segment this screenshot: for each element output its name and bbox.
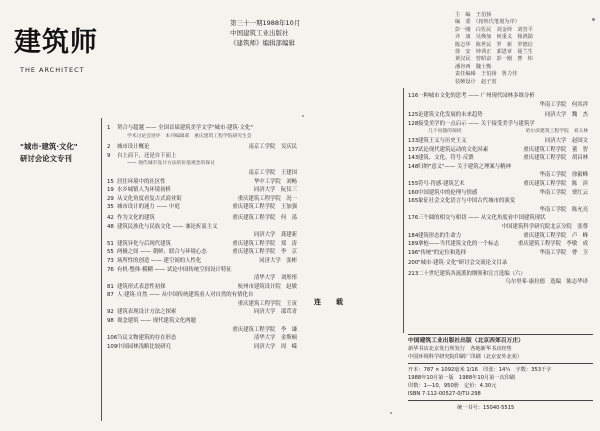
entry-page-number: 73 [107, 257, 114, 264]
contents-entry [107, 169, 297, 178]
contents-entry [107, 160, 297, 169]
entry-page-number: 176 [408, 215, 419, 222]
contents-entry [107, 195, 297, 204]
entry-title: 几个问题的探析 [428, 129, 462, 135]
special-issue-title [20, 141, 110, 165]
entry-page-number: 55 [107, 249, 114, 256]
journal-logo-english: THE ARCHITECT [20, 66, 85, 74]
entry-page-number: 51 [107, 240, 114, 247]
special-issue-line-2: 研讨会论文专刊 [20, 154, 72, 163]
contents-entry [408, 249, 588, 258]
staff-line: 彭一刚 白佐民 刘金铎 刘管平 [455, 26, 533, 33]
contents-entry [408, 92, 588, 101]
entry-page-number: 42 [107, 214, 114, 221]
contents-entry [107, 152, 297, 161]
entry-author: 南京工学院 王建国 [248, 169, 297, 176]
contents-entry [408, 223, 588, 232]
entry-title: 论建筑文化发展的未来趋势 [418, 112, 483, 119]
entry-page-number: 148 [408, 163, 419, 170]
entry-title: 符号·符感·建筑艺术 [418, 180, 465, 187]
staff-line: 编 委 （按姓氏笔划为序） [455, 19, 520, 26]
entry-author: 同济大学 周 嵘 [253, 343, 297, 350]
entry-page-number: 1 [107, 125, 111, 131]
scan-speck [302, 115, 304, 117]
entry-page-number: 2 [107, 144, 111, 151]
left-column-rule [101, 118, 102, 421]
colophon-bottom-rule [408, 400, 593, 401]
entry-author: 华南工学院 陈允亮 [539, 206, 588, 213]
entry-title: 中国园林浅略比较研究 [117, 343, 171, 350]
contents-entry [408, 154, 588, 163]
entry-page-number: 184 [408, 232, 419, 239]
entry-page-number: 165 [408, 198, 419, 205]
entry-author: 重庆建筑工程学院 郑 涛 [232, 240, 297, 247]
contents-entry [107, 214, 297, 223]
contents-entry [408, 111, 588, 120]
contents-entry [107, 283, 297, 292]
contents-entry [408, 270, 588, 279]
entry-title: 水乡城镇人为环境初析 [117, 187, 171, 194]
entry-title: 作为文化的建筑 [117, 214, 155, 221]
colophon-publisher: 中国建筑工业出版社出版（北京西郊百万庄） [408, 338, 524, 344]
entry-author: 同济大学 龚建新 [253, 232, 297, 239]
entry-title: 观念建筑 —— 现代建筑文化两题 [117, 318, 196, 325]
staff-line: 主 编 王伯扬 [455, 12, 492, 18]
colophon-specs-2: 1988年10月第一版 1988年10月第一次印刷 [408, 375, 516, 381]
entry-author: 重庆建筑工程学院 陈 滨 [523, 180, 588, 187]
contents-entry [408, 128, 588, 137]
entry-author: 清华大学 金斯顿 [253, 335, 297, 342]
serial-section-label: 连 载 [314, 298, 347, 306]
entry-title: 城市设计概论 [117, 144, 150, 151]
entry-title: 二十世纪建筑各流派的纲领和宣言选编（六） [418, 270, 526, 277]
entry-title: 象征社会文化语言与中国古代城市的演变 [418, 198, 516, 205]
entry-author: 同济大学 张彬 [259, 257, 297, 264]
entry-title: "城市·建筑·文化"研讨会交流论文目录 [418, 260, 508, 267]
contents-entry [408, 232, 588, 241]
contents-entry [107, 178, 297, 187]
entry-author: 重庆建筑工程学院 李 京 [232, 249, 297, 256]
entry-page-number: 109 [107, 343, 118, 350]
entry-title: 有机·整体·模糊 —— 试论中国传统空间设计特征 [117, 266, 232, 273]
entry-author: 同济大学 赵国文 [544, 137, 588, 144]
entry-page-number: 125 [408, 112, 419, 119]
entry-author: 重庆建筑工程学院 李 谦 [232, 326, 297, 333]
issue-number: 第三十一期1988年10月 [230, 19, 301, 27]
entry-page-number: 196 [408, 249, 419, 256]
entry-page-number: 213 [408, 270, 419, 277]
staff-line: 齐 康 吴焕加 何重义 杨鸿勋 [455, 34, 533, 41]
contents-entry [408, 171, 588, 180]
entry-page-number: 92 [107, 309, 114, 316]
entry-page-number: 76 [107, 266, 114, 273]
entry-page-number: 143 [408, 155, 419, 162]
entry-author: 重庆建筑工程学院 李敏 成 [517, 241, 588, 248]
entry-page-number: 155 [408, 180, 419, 187]
staff-line: 徐 安 钟训正 郭恩章 聂兰生 [455, 49, 533, 56]
entry-author: 中国建筑科学研究院北京分院 张尊 [501, 223, 588, 230]
colophon-top-rule [408, 334, 593, 335]
entry-author: 清华大学 刘彤彤 [253, 275, 297, 282]
contents-entry [408, 137, 588, 146]
colophon-specs-1: 开本：787 × 1092毫米 1/16 印张：14¼ 字数：353千字 [408, 367, 552, 373]
entry-title: 建筑形式表意性初探 [117, 283, 166, 290]
contents-entry [408, 259, 588, 268]
scan-speck [390, 412, 392, 414]
entry-title: 居住环境中的社区性 [117, 178, 166, 185]
contents-entry [408, 180, 588, 189]
entry-page-number: 81 [107, 283, 114, 290]
contents-entry [408, 197, 588, 206]
entry-page-number: 98 [107, 318, 114, 325]
entry-author: 华南工学院 何其祥 [539, 101, 588, 108]
entry-author: 重庆建筑工程学院 董 智 [523, 146, 588, 153]
colophon-distribution: 新华书店北京发行所发行 各地新华书店经售 [408, 346, 512, 352]
publisher-name: 中国建筑工业出版社 [230, 29, 289, 37]
entry-title: 人·建筑·自然 —— 从中国传统建筑看人对自然的有情化自 [117, 292, 254, 299]
staff-line: 陈志华 陈世民 罗 新 罗德启 [455, 41, 533, 48]
entry-title: 三个圆的相交与相切 —— 从文化角度看中国建筑现状 [418, 215, 546, 222]
entry-page-number: 19 [107, 187, 114, 194]
entry-author: 哈尔滨建筑工程学院 刘义林 [525, 129, 588, 135]
entry-title: 建筑王义与历史王义 [418, 137, 467, 144]
contents-entry [107, 343, 297, 352]
contents-entry [107, 143, 297, 152]
colophon-isbn: ISBN 7-112-00527-0/TU·298 [408, 391, 481, 397]
entry-title: 契合与超越 —— 全国首届建筑美学文学"城市·建筑·文化" [117, 125, 253, 131]
entry-title: 建筑异化与后现代建筑 [117, 240, 171, 247]
unified-book-number: 统一书号：15040·5515 [457, 405, 515, 411]
staff-line: 黄汉民 曾昭奋 彭一刚 曹 炜 [455, 56, 533, 63]
contents-entry [107, 300, 297, 309]
special-issue-line-1: "城市·建筑·文化" [20, 142, 78, 151]
entry-title: 接受美学的一点启示 —— 关于接受美学与建筑学 [418, 120, 535, 127]
staff-line: 装帧设计 赵子宽 [455, 78, 497, 85]
contents-entry [408, 189, 588, 198]
entry-author: 重庆建筑工程学院 王寅 [237, 300, 297, 307]
entry-author: 乌尔里希·康拉德 选编 陈志华译 [505, 279, 588, 286]
entry-author: 同济大学 阮仪三 [253, 187, 297, 194]
entry-title: 学术讨论会述评 本刊编辑部 重庆建筑工程学院研究生会 [127, 133, 252, 139]
contents-entry [107, 257, 297, 266]
entry-page-number: 29 [107, 195, 114, 202]
contents-entry [107, 240, 297, 249]
entry-page-number: 9 [107, 152, 111, 159]
entry-author: 重庆建筑工程学院 况一 [237, 195, 297, 202]
entry-author: 重庆建筑工程学院 何 荡 [232, 214, 297, 221]
contents-right-column [408, 92, 588, 287]
entry-title: 场所性的创造 —— 建空间的人性化 [117, 257, 202, 264]
contents-entry [107, 291, 297, 300]
entry-title: "传统"的定位和选择 [418, 249, 467, 256]
entry-author: 重庆建筑工程学院 卢 峰 [523, 232, 588, 239]
entry-title: 城市设计的迷力 —— 中庭 [117, 204, 180, 211]
entry-page-number: 106 [107, 335, 118, 342]
contents-entry [107, 274, 297, 283]
contents-left-column [107, 124, 297, 351]
entry-title: 拿枪——当代建筑文化的一个标志 [418, 241, 499, 248]
contents-entry [408, 163, 588, 172]
colophon-specs-3: 印数：1—10，950册 定价：4.30元 [408, 383, 497, 389]
entry-page-number: 128 [408, 120, 419, 127]
entry-title: 建筑民族化与民族文化 —— 兼论折衷主义 [117, 223, 218, 230]
contents-entry [107, 133, 297, 142]
contents-entry [107, 231, 297, 240]
entry-author: 同济大学 魏 杰 [544, 112, 588, 119]
editorial-staff [455, 12, 533, 86]
scan-speck [592, 18, 595, 21]
entry-author: 华中工学院 刘畅 [253, 178, 297, 185]
entry-page-number: 137 [408, 146, 419, 153]
contents-entry [107, 203, 297, 212]
entry-title: 中国建筑中的伦理与情感 [418, 189, 478, 196]
entry-author: 南京工学院 吴庆民 [248, 144, 297, 151]
entry-author: 华南工学院 曹 卫 [539, 249, 588, 256]
entry-page-number: 133 [408, 137, 419, 144]
middle-column-rule [403, 88, 404, 333]
entry-title: 归纳"意义"—— 关于建筑之理案与精神 [418, 163, 511, 170]
entry-page-number: 189 [408, 241, 419, 248]
entry-title: —— 现代城市设计方法的价值观念的探讨 [127, 161, 215, 167]
journal-logo: 建筑师 [14, 27, 98, 58]
staff-line: 责任编辑 王伯扬 鲁力佳 [455, 71, 518, 78]
colophon-printer: 中国环境科学研究院印刷厂印刷（北京安外北苑） [408, 354, 523, 360]
entry-title: 建筑表现设计方法之探索 [117, 309, 177, 316]
contents-entry [107, 317, 297, 326]
entry-page-number: 87 [107, 292, 114, 299]
entry-page-number: 200 [408, 260, 419, 267]
contents-entry [408, 278, 588, 287]
contents-entry [408, 240, 588, 249]
contents-entry [408, 120, 588, 129]
contents-entry [107, 223, 297, 232]
entry-page-number: 116 [408, 93, 419, 99]
entry-author: 华南工学院 徐毅峰 [539, 172, 588, 179]
entry-title: 一种城市文化的思考 —— 广州现代园林多维分析 [418, 93, 535, 99]
contents-entry [107, 266, 297, 275]
contents-entry [107, 124, 297, 133]
contents-entry [408, 101, 588, 110]
entry-title: 从文化角度看复古式商业街 [117, 195, 182, 202]
entry-title: 自上而下，还是自下而上 [117, 152, 177, 159]
entry-page-number: 160 [408, 189, 419, 196]
entry-title: 两极之间 —— 朝鲜、联合与环境心态 [117, 249, 207, 256]
entry-title: 建筑、文化、符号·反馈 [418, 155, 474, 162]
entry-title: 刍议文物建筑的存在形态 [117, 335, 177, 342]
contents-entry [408, 206, 588, 215]
entry-author: 华南工学院 贾红云 [539, 189, 588, 196]
contents-entry [107, 186, 297, 195]
entry-title: 建筑形态的生命力 [418, 232, 462, 239]
contents-entry [107, 334, 297, 343]
entry-page-number: 35 [107, 204, 114, 211]
colophon-mid-rule [408, 363, 593, 364]
contents-entry [408, 214, 588, 223]
entry-title: 试论现代建筑运动的文化因素 [418, 146, 489, 153]
contents-entry [107, 326, 297, 335]
colophon [408, 332, 593, 403]
editor-name: 《建筑师》编辑部编辑 [230, 39, 295, 47]
entry-author: 重庆建筑工程学院 胡昌林 [523, 155, 588, 162]
entry-author: 重庆建筑工程学院 王加强 [232, 204, 297, 211]
contents-entry [107, 248, 297, 257]
entry-page-number: 48 [107, 223, 114, 230]
contents-entry [408, 146, 588, 155]
issue-info [230, 18, 300, 48]
entry-page-number: 15 [107, 178, 114, 185]
entry-author: 杭州市建筑设计院 赵敏 [237, 283, 297, 290]
contents-entry [107, 308, 297, 317]
entry-author: 同济大学 邵茸青 [253, 309, 297, 316]
staff-line: 潘谷西 魏士衡 [455, 63, 492, 70]
